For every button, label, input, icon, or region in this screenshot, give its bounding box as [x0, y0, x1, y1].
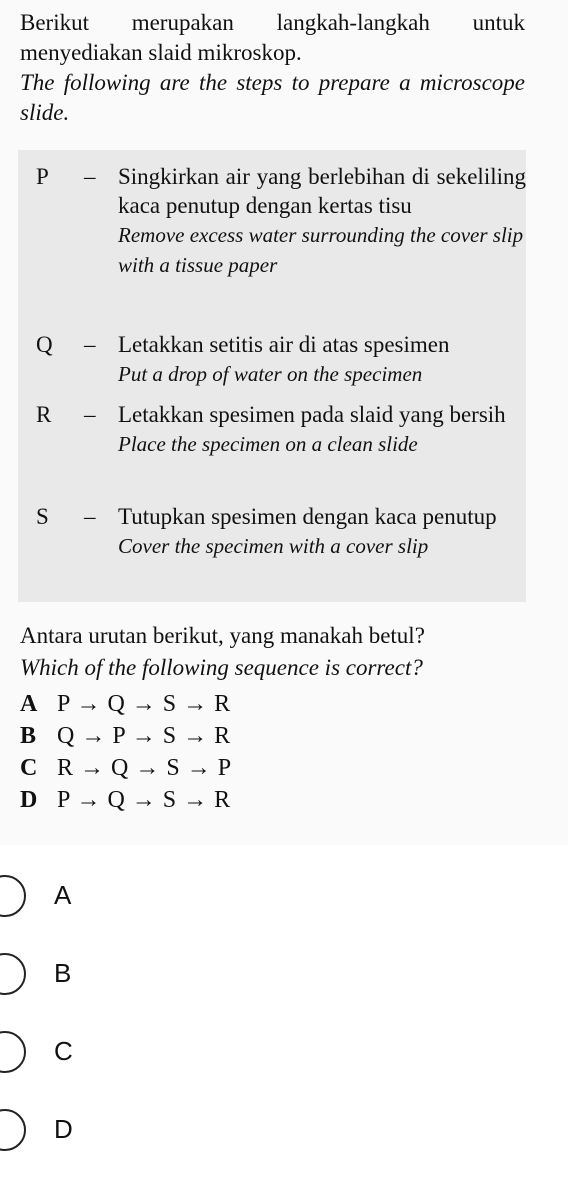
- step-malay: Letakkan spesimen pada slaid yang bersih: [118, 402, 506, 427]
- step-s: [36, 502, 536, 561]
- step-english: Place the specimen on a clean slide: [118, 432, 418, 456]
- step-dash: –: [84, 402, 96, 427]
- option-letter: B: [20, 723, 37, 749]
- step-letter: S: [36, 504, 49, 529]
- option-sequence: R → Q → S → P: [57, 755, 232, 781]
- option-sequence: P → Q → S → R: [57, 787, 231, 813]
- step-dash: –: [84, 332, 96, 357]
- intro-text: [20, 8, 525, 128]
- option-letter: C: [20, 755, 38, 781]
- step-letter: R: [36, 402, 52, 427]
- step-q: [36, 330, 536, 389]
- option-sequence: P → Q → S → R: [57, 691, 231, 717]
- answer-label[interactable]: C: [54, 1036, 73, 1066]
- step-malay: Letakkan setitis air di atas spesimen: [118, 332, 450, 357]
- answer-label[interactable]: B: [54, 958, 72, 988]
- option-b: [20, 720, 420, 752]
- option-letter: A: [20, 691, 38, 717]
- step-english: Remove excess water surrounding the cover slip with a tissue paper: [118, 223, 524, 277]
- answer-choice-a[interactable]: [0, 848, 568, 926]
- option-d: [20, 784, 420, 816]
- step-english: Put a drop of water on the specimen: [118, 362, 423, 386]
- answer-label[interactable]: A: [54, 880, 72, 910]
- step-dash: –: [84, 164, 96, 189]
- option-sequence: Q → P → S → R: [57, 723, 231, 749]
- option-c: [20, 752, 420, 784]
- option-a: [20, 688, 420, 720]
- step-r: [36, 400, 536, 459]
- question-malay: Antara urutan berikut, yang manakah betul?: [20, 623, 425, 648]
- step-malay: Singkirkan air yang berlebihan di sekeliling kaca penutup dengan kertas tisu: [118, 164, 526, 218]
- answer-choice-c[interactable]: [0, 1004, 568, 1082]
- answer-choice-b[interactable]: [0, 926, 568, 1004]
- question-english: Which of the following sequence is correct?: [20, 655, 423, 680]
- step-letter: Q: [36, 332, 53, 357]
- radio-button[interactable]: [0, 875, 26, 917]
- step-p: [36, 162, 536, 280]
- radio-button[interactable]: [0, 1109, 26, 1151]
- step-dash: –: [84, 504, 96, 529]
- question-text: [20, 620, 540, 684]
- steps-box: [18, 150, 526, 602]
- options-list: [20, 688, 420, 816]
- answer-label[interactable]: D: [54, 1114, 73, 1144]
- intro-english: The following are the steps to prepare a microscope slide.: [20, 70, 525, 125]
- intro-malay: Berikut merupakan langkah-langkah untuk menyediakan slaid mikroskop.: [20, 10, 525, 65]
- radio-button[interactable]: [0, 953, 26, 995]
- radio-button[interactable]: [0, 1031, 26, 1073]
- step-letter: P: [36, 164, 49, 189]
- answer-choices: [0, 848, 568, 1160]
- option-letter: D: [20, 787, 38, 813]
- step-english: Cover the specimen with a cover slip: [118, 534, 429, 558]
- answer-choice-d[interactable]: [0, 1082, 568, 1160]
- step-malay: Tutupkan spesimen dengan kaca penutup: [118, 504, 497, 529]
